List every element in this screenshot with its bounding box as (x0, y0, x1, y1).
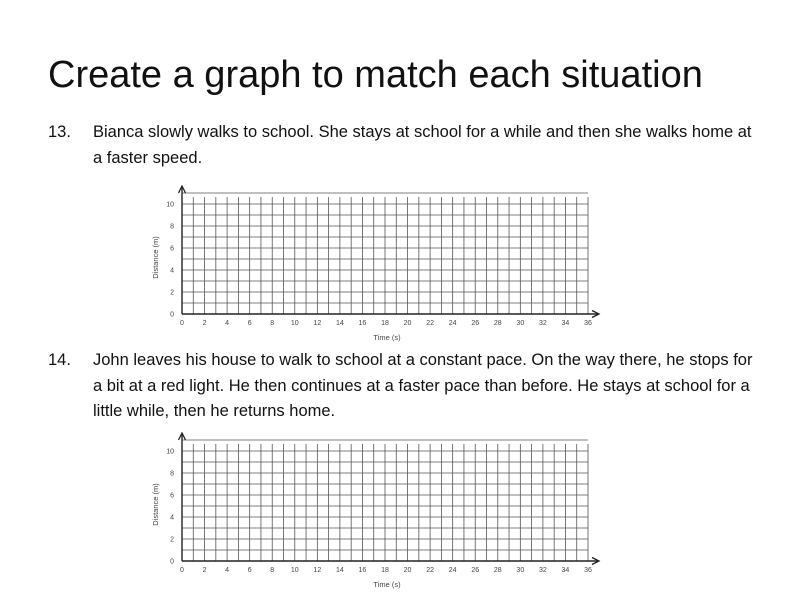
graph-14[interactable] (140, 432, 610, 612)
problem-13 (48, 120, 760, 171)
x-tick-label: 14 (335, 320, 344, 327)
x-tick-label: 24 (448, 567, 457, 574)
x-tick-label: 36 (584, 320, 592, 327)
x-tick-label: 22 (426, 320, 435, 327)
x-tick-label: 6 (247, 320, 252, 327)
x-tick-label: 0 (180, 320, 184, 327)
x-tick-label: 6 (247, 567, 252, 574)
x-tick-label: 16 (358, 567, 367, 574)
problem-text: Bianca slowly walks to school. She stays at school for a while and then she walks home at a faster speed. (93, 123, 752, 167)
x-tick-label: 20 (403, 320, 412, 327)
x-tick-label: 10 (290, 320, 299, 327)
x-axis-label: Time (s) (373, 580, 401, 589)
x-tick-label: 30 (516, 320, 525, 327)
x-tick-label: 34 (561, 320, 570, 327)
y-axis-label: Distance (m) (151, 236, 160, 279)
x-tick-label: 20 (403, 567, 412, 574)
x-tick-label: 2 (202, 567, 207, 574)
problem-14 (48, 348, 760, 425)
y-tick-label: 0 (170, 558, 174, 566)
x-tick-label: 8 (270, 567, 275, 574)
x-axis-label: Time (s) (373, 333, 401, 342)
x-tick-label: 4 (225, 320, 230, 327)
graph-13[interactable] (140, 185, 610, 345)
x-tick-label: 26 (471, 567, 480, 574)
x-tick-label: 4 (225, 567, 230, 574)
y-tick-label: 8 (170, 470, 174, 478)
x-tick-label: 8 (270, 320, 275, 327)
x-tick-label: 24 (448, 320, 457, 327)
y-tick-label: 0 (170, 311, 174, 319)
x-tick-label: 2 (202, 320, 207, 327)
problem-text: John leaves his house to walk to school at a constant pace. On the way there, he stops for a bit at a red light. He then continues at a faster pace than before. He stays at school for a little while, then he returns home. (93, 351, 753, 420)
y-tick-label: 6 (170, 245, 174, 253)
x-tick-label: 22 (426, 567, 435, 574)
x-tick-label: 16 (358, 320, 367, 327)
x-tick-label: 32 (538, 320, 547, 327)
x-tick-label: 34 (561, 567, 570, 574)
x-tick-label: 30 (516, 567, 525, 574)
y-tick-label: 4 (170, 267, 174, 275)
distance-time-grid[interactable] (140, 432, 610, 612)
y-tick-label: 10 (166, 448, 174, 456)
x-tick-label: 12 (313, 320, 322, 327)
y-axis-label: Distance (m) (151, 483, 160, 526)
x-tick-label: 12 (313, 567, 322, 574)
x-tick-label: 0 (180, 567, 184, 574)
y-tick-label: 2 (170, 536, 174, 544)
x-tick-label: 28 (493, 320, 502, 327)
x-tick-label: 18 (381, 567, 389, 574)
x-tick-label: 36 (584, 567, 592, 574)
x-tick-label: 14 (335, 567, 344, 574)
y-tick-label: 6 (170, 492, 174, 500)
problem-number: 13. (48, 123, 71, 141)
problem-number: 14. (48, 351, 71, 369)
x-tick-label: 10 (290, 567, 299, 574)
y-tick-label: 10 (166, 201, 174, 209)
x-tick-label: 26 (471, 320, 480, 327)
y-tick-label: 8 (170, 223, 174, 231)
x-tick-label: 18 (381, 320, 389, 327)
page-title: Create a graph to match each situation (48, 54, 703, 96)
y-tick-label: 4 (170, 514, 174, 522)
x-tick-label: 28 (493, 567, 502, 574)
x-tick-label: 32 (538, 567, 547, 574)
y-tick-label: 2 (170, 289, 174, 297)
distance-time-grid[interactable] (140, 185, 610, 345)
